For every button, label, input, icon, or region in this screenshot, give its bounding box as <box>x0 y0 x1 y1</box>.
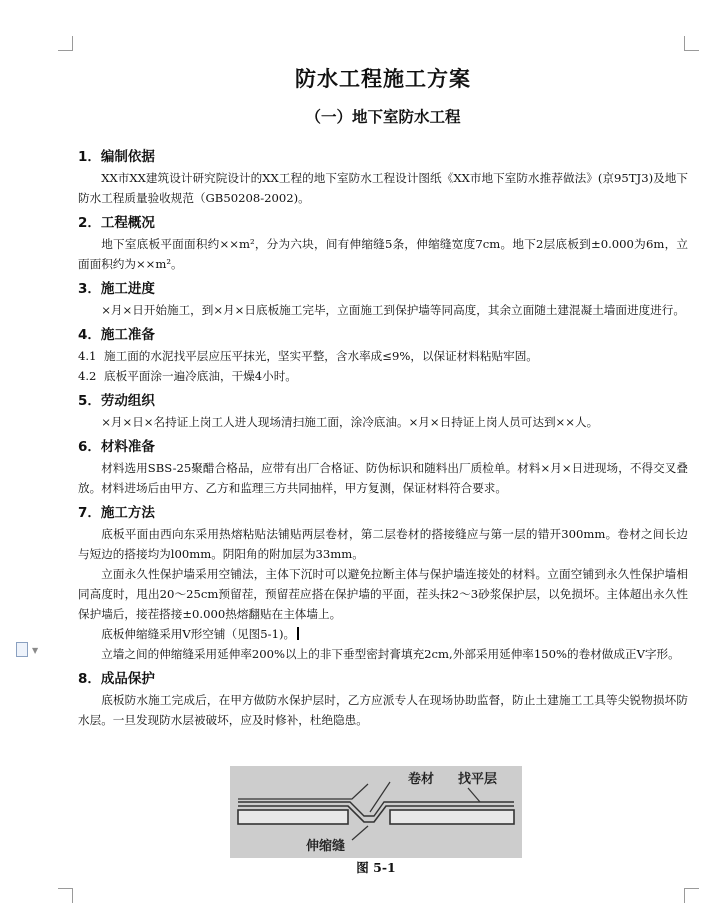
section-method <box>78 502 688 664</box>
label-membrane: 卷材 <box>408 772 435 787</box>
section-labor <box>78 390 688 432</box>
label-leveling-layer: 找平层 <box>458 772 498 787</box>
document-icon <box>16 642 28 657</box>
section-paragraph: 材料选用SBS-25聚醋合格品，应带有出厂合格证、防伪标识和随料出厂质检单。材料×月×日进现场，不得交叉叠放。材料进场后由甲方、乙方和监理三方共同抽样，甲方复测，保证材料符合要求。 <box>78 461 688 495</box>
section-paragraph: ×月×日×名持证上岗工人进人现场清扫施工面，涂冷底油。×月×日持证上岗人员可达到××人。 <box>101 415 599 429</box>
section-paragraph: 底板平面由西向东采用热熔粘贴法铺贴两层卷材，第二层卷材的搭接缝应与第一层的错开300mm。卷材之间长边与短边的搭接均为l00mm。阴阳角的附加层为33mm。 <box>78 527 688 561</box>
section-heading: 1．编制依据 <box>78 149 155 165</box>
slab-right <box>390 810 514 824</box>
section-heading: 2．工程概况 <box>78 215 155 231</box>
list-item-text: 底板平面涂一遍冷底油，干燥4小时。 <box>104 369 297 383</box>
figure-drawing <box>230 766 522 858</box>
paragraph-text: 底板伸缩缝采用V形空铺（见图5-1)。 <box>101 627 296 641</box>
crop-mark-bottom-right <box>684 888 699 903</box>
section-heading: 6．材料准备 <box>78 439 155 455</box>
section-paragraph: 立墙之间的伸缩缝采用延伸率200%以上的非下垂型密封膏填充2cm,外部采用延伸率150%的卷材做成正V字形。 <box>101 647 680 661</box>
document-body <box>78 62 688 734</box>
section-paragraph: XX市XX建筑设计研究院设计的XX工程的地下室防水工程设计图纸《XX市地下室防水推荐做法》(京95TJ3)及地下防水工程质量验收规范（GB50208-2002)。 <box>78 171 688 205</box>
section-paragraph: 底板防水施工完成后，在甲方做防水保护层时，乙方应派专人在现场协助监督，防止土建施工工具等尖锐物损坏防水层。一旦发现防水层被破坏，应及时修补，杜绝隐患。 <box>78 693 688 727</box>
slab-left <box>238 810 348 824</box>
paragraph-options-button[interactable] <box>16 642 44 658</box>
list-item <box>78 346 688 366</box>
section-paragraph: 立面永久性保护墙采用空铺法，主体下沉时可以避免拉断主体与保护墙连接处的材料。立面空铺到永久性保护墙相同高度时，甩出20～25cm预留茬，预留茬应搭在保护墙的平面，茬头抹2～3砂浆保护层，以免损坏。主体超出永久性保护墙后，接茬搭接±0.000热熔翻贴在主体墙上。 <box>78 567 688 621</box>
crop-mark-bottom-left <box>58 888 73 903</box>
list-item-text: 施工面的水泥找平层应压平抹光，坚实平整，含水率成≤9%，以保证材料粘贴牢固。 <box>104 349 538 363</box>
section-materials <box>78 436 688 498</box>
list-item-number: 4.2 <box>78 369 97 383</box>
text-cursor <box>297 627 299 640</box>
document-title: 防水工程施工方案 <box>295 66 471 91</box>
section-heading: 5．劳动组织 <box>78 393 155 409</box>
chevron-down-icon: ▼ <box>32 646 39 655</box>
list-item <box>78 366 688 386</box>
section-paragraph: 地下室底板平面面积约××m²，分为六块，间有伸缩缝5条，伸缩缝宽度7cm。地下2层底板到±0.000为6m，立面面积约为××m²。 <box>78 237 688 271</box>
section-schedule <box>78 278 688 320</box>
label-expansion-joint: 伸缩缝 <box>306 839 346 854</box>
section-heading: 8．成品保护 <box>78 671 155 687</box>
crop-mark-top-left <box>58 36 73 51</box>
section-basis <box>78 146 688 208</box>
section-protection <box>78 668 688 730</box>
figure-caption: 图 5-1 <box>356 860 396 875</box>
section-overview <box>78 212 688 274</box>
section-heading: 7．施工方法 <box>78 505 155 521</box>
section-heading: 3．施工进度 <box>78 281 155 297</box>
section-paragraph[interactable] <box>78 624 688 644</box>
crop-mark-top-right <box>684 36 699 51</box>
section-preparation <box>78 324 688 386</box>
list-item-number: 4.1 <box>78 349 97 363</box>
document-subtitle: （一）地下室防水工程 <box>305 107 461 126</box>
section-heading: 4．施工准备 <box>78 327 155 343</box>
figure-expansion-joint <box>230 766 522 858</box>
section-paragraph: ×月×日开始施工，到×月×日底板施工完毕，立面施工到保护墙等同高度，其余立面随土建混凝土墙面进度进行。 <box>101 303 685 317</box>
